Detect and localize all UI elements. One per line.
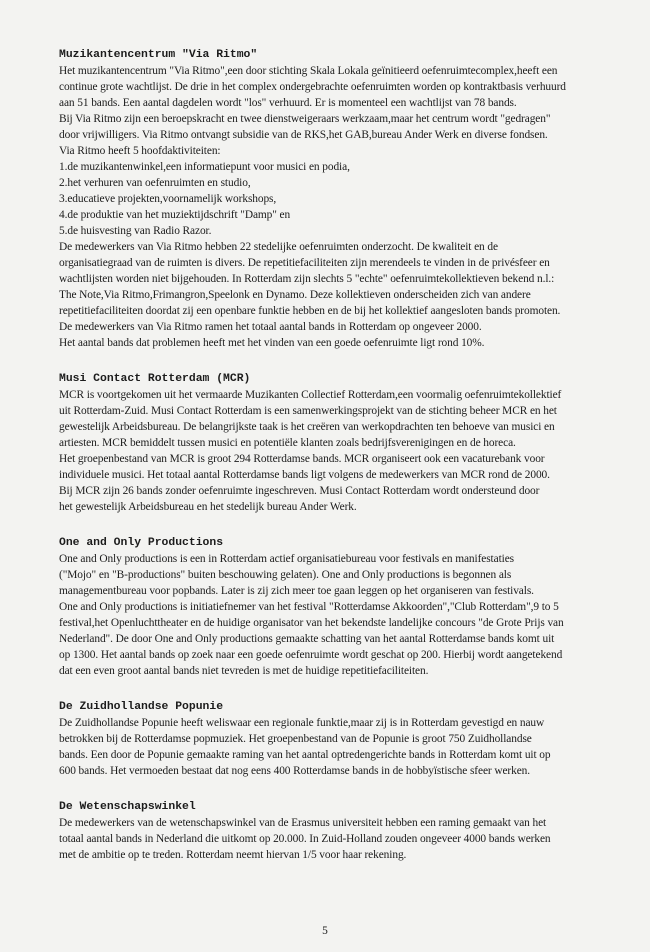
text-line: Nederland". De door One and Only productions gemaakte schatting van het aantal Rotterdamse bands komt uit [59,633,555,645]
section [59,799,622,863]
document-body [59,47,622,863]
section [59,47,622,351]
text-line: Het groepenbestand van MCR is groot 294 Rotterdamse bands. MCR organiseert ook een vacaturebank voor [59,453,545,465]
text-line: Het muzikantencentrum "Via Ritmo",een door stichting Skala Lokala geïnitieerd oefenruimtecomplex,heeft een [59,65,558,77]
text-line: betrokken bij de Rotterdamse popmuziek. Het groepenbestand van de Popunie is groot 750 Zuidhollandse [59,733,532,745]
section [59,699,622,779]
text-line: uit Rotterdam-Zuid. Musi Contact Rotterdam is een samenwerkingsprojekt van de stichting beheer MCR en het [59,405,557,417]
text-line: dat een even groot aantal bands niet tevreden is met de huidige repetitiefaciliteiten. [59,665,429,677]
text-line: One and Only productions is een in Rotterdam actief organisatiebureau voor festivals en manifestaties [59,553,514,565]
section-heading: One and Only Productions [59,537,224,549]
text-line: De medewerkers van de wetenschapswinkel van de Erasmus universiteit hebben een raming gemaakt van het [59,817,547,829]
section [59,535,622,679]
text-line: ("Mojo" en "B-productions" buiten beschouwing gelaten). One and Only productions is begonnen als [59,569,512,581]
text-line: aan 51 bands. Een aantal dagdelen wordt "los" verhuurd. Er is momenteel een wachtlijst van 78 bands. [59,97,517,109]
text-line: individuele musici. Het totaal aantal Rotterdamse bands ligt volgens de medewerkers van MCR rond de 2000. [59,469,550,481]
text-line: 2.het verhuren van oefenruimten en studio, [59,177,251,189]
text-line: Bij MCR zijn 26 bands zonder oefenruimte ingeschreven. Musi Contact Rotterdam wordt ondersteund door [59,485,540,497]
section-heading: De Wetenschapswinkel [59,801,196,813]
text-line: De Zuidhollandse Popunie heeft weliswaar een regionale funktie,maar zij is in Rotterdam gevestigd en nauw [59,717,545,729]
text-line: totaal aantal bands in Nederland die uitkomt op 20.000. In Zuid-Holland zouden ongeveer 4000 bands werken [59,833,551,845]
text-line: gewestelijk Arbeidsbureau. De belangrijkste taak is het creëren van werkopdrachten ten behoeve van musici en [59,421,555,433]
text-line: One and Only productions is initiatiefnemer van het festival "Rotterdamse Akkoorden","Club Rotterdam",9 to 5 [59,601,559,613]
text-line: organisatiegraad van de ruimten is divers. De repetitiefaciliteiten zijn merendeels te vinden in de privésfeer en [59,257,550,269]
text-line: door vrijwilligers. Via Ritmo ontvangt subsidie van de RKS,het GAB,bureau Ander Werk en diverse fondsen. [59,129,548,141]
text-line: 1.de muzikantenwinkel,een informatiepunt voor musici en podia, [59,161,350,173]
text-line: De medewerkers van Via Ritmo ramen het totaal aantal bands in Rotterdam op ongeveer 2000. [59,321,482,333]
text-line: MCR is voortgekomen uit het vermaarde Muzikanten Collectief Rotterdam,een voormalig oefenruimtekollektief [59,389,562,401]
text-line: managementbureau voor popbands. Later is zij zich meer toe gaan leggen op het organiseren van festivals. [59,585,534,597]
text-line: 600 bands. Het vermoeden bestaat dat nog eens 400 Rotterdamse bands in de hobbyïstische sfeer werken. [59,765,531,777]
text-line: artiesten. MCR bemiddelt tussen musici en potentiële klanten zoals bedrijfsverenigingen en de horeca. [59,437,516,449]
text-line: Het aantal bands dat problemen heeft met het vinden van een goede oefenruimte ligt rond 10%. [59,337,485,349]
text-line: De medewerkers van Via Ritmo hebben 22 stedelijke oefenruimten onderzocht. De kwaliteit en de [59,241,498,253]
section [59,371,622,515]
text-line: met de ambitie op te treden. Rotterdam neemt hiervan 1/5 voor haar rekening. [59,849,407,861]
text-line: op 1300. Het aantal bands op zoek naar een goede oefenruimte wordt geschat op 200. Hierbij wordt aangetekend [59,649,563,661]
page-number: 5 [322,925,328,937]
text-line: het gewestelijk Arbeidsbureau en het stedelijk bureau Ander Werk. [59,501,357,513]
section-heading: Muzikantencentrum "Via Ritmo" [59,49,258,61]
text-line: bands. Een door de Popunie gemaakte raming van het aantal optredengerichte bands in Rotterdam komt uit op [59,749,551,761]
text-line: The Note,Via Ritmo,Frimangron,Speelonk en Dynamo. Deze kollektieven onderscheiden zich van andere [59,289,531,301]
text-line: 5.de huisvesting van Radio Razor. [59,225,212,237]
text-line: Bij Via Ritmo zijn een beroepskracht en twee dienstweigeraars werkzaam,maar het centrum wordt "gedragen" [59,113,551,125]
text-line: continue grote wachtlijst. De drie in het complex ondergebrachte oefenruimten worden op kontraktbasis verhuurd [59,81,566,93]
text-line: repetitiefaciliteiten doordat zij een openbare funktie hebben en de bij het kollektief aangesloten bands promoten. [59,305,561,317]
text-line: 4.de produktie van het muziektijdschrift "Damp" en [59,209,291,221]
section-heading: Musi Contact Rotterdam (MCR) [59,373,251,385]
text-line: Via Ritmo heeft 5 hoofdaktiviteiten: [59,145,221,157]
section-heading: De Zuidhollandse Popunie [59,701,224,713]
text-line: 3.educatieve projekten,voornamelijk workshops, [59,193,277,205]
text-line: festival,het Openluchttheater en de huidige organisator van het bekendste landelijke concours "de Grote Prijs van [59,617,564,629]
text-line: wachtlijsten worden niet bijgehouden. In Rotterdam zijn slechts 5 "echte" oefenruimtekollektieven bekend n.l.: [59,273,555,285]
